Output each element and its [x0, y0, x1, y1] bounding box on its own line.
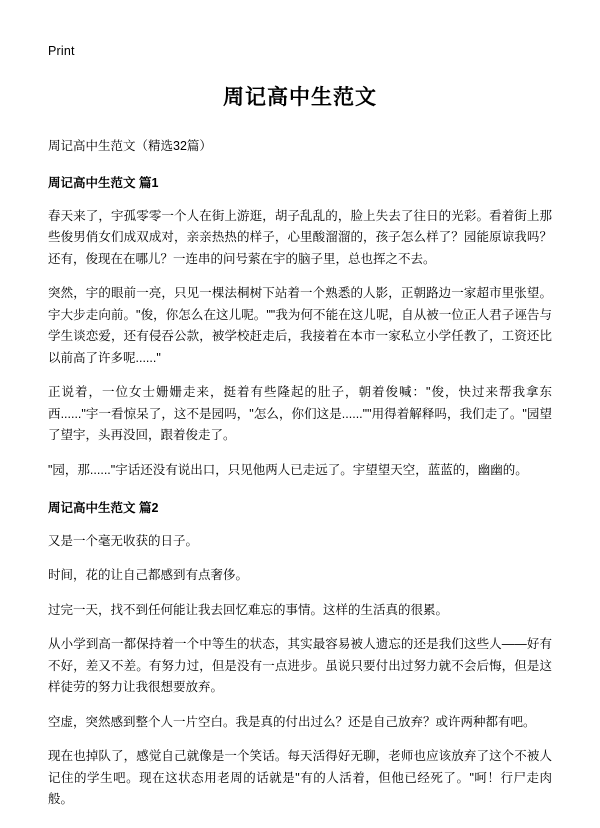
paragraph: 春天来了，宇孤零零一个人在街上游逛，胡子乱乱的，脸上失去了往日的光彩。看着街上那些俊男俏女们成双成对，亲亲热热的样子，心里酸溜溜的，孩子怎么样了？园能原谅我吗？还有，俊现在在哪儿？一连串的问号萦在宇的脑子里，总也挥之不去。 — [48, 208, 552, 266]
paragraph: 从小学到高一都保持着一个中等生的状态，其实最容易被人遗忘的还是我们这些人——好有不好，差又不差。有努力过，但是没有一点进步。虽说只要付出过努力就不会后悔，但是这样徒劳的努力让我很想要放弃。 — [48, 637, 552, 695]
section-heading: 周记高中生范文 篇2 — [48, 501, 159, 515]
document-body — [48, 174, 552, 811]
paragraph: 过完一天，找不到任何能让我去回忆难忘的事情。这样的生活真的很累。 — [48, 602, 449, 617]
page-title: 周记高中生范文 — [223, 86, 377, 109]
paragraph: 突然，宇的眼前一亮，只见一棵法桐树下站着一个熟悉的人影，正朝路边一家超市里张望。宇大步走向前。"俊，你怎么在这儿呢。""我为何不能在这儿呢，自从被一位正人君子诬告与学生谈恋爱，还有侵吞公款，被学校赶走后，我接着在本市一家私立小学任教了，工资还比以前高了许多呢......" — [48, 286, 552, 365]
paragraph: 时间，花的让自己都感到有点奢侈。 — [48, 568, 249, 583]
document-subtitle: 周记高中生范文（精选32篇） — [48, 139, 212, 153]
print-label: Print — [48, 44, 75, 58]
paragraph: "园，那......"宇话还没有说出口，只见他两人已走远了。宇望望天空，蓝蓝的，幽幽的。 — [48, 462, 528, 477]
paragraph: 现在也掉队了，感觉自己就像是一个笑话。每天活得好无聊，老师也应该放弃了这个不被人记住的学生吧。现在这状态用老周的话就是"有的人活着，但他已经死了。"呵！行尸走肉般。 — [48, 749, 552, 807]
paragraph: 空虚，突然感到整个人一片空白。我是真的付出过么？还是自己放弃？或许两种都有吧。 — [48, 714, 536, 729]
paragraph: 又是一个毫无收获的日子。 — [48, 533, 199, 548]
paragraph: 正说着，一位女士姗姗走来，挺着有些隆起的肚子，朝着俊喊："俊，快过来帮我拿东西......"宇一看惊呆了，这不是园吗，"怎么，你们这是......""用得着解释吗，我们走了。"园望了望宇，头再没回，跟着俊走了。 — [48, 385, 552, 442]
section-heading: 周记高中生范文 篇1 — [48, 175, 159, 190]
